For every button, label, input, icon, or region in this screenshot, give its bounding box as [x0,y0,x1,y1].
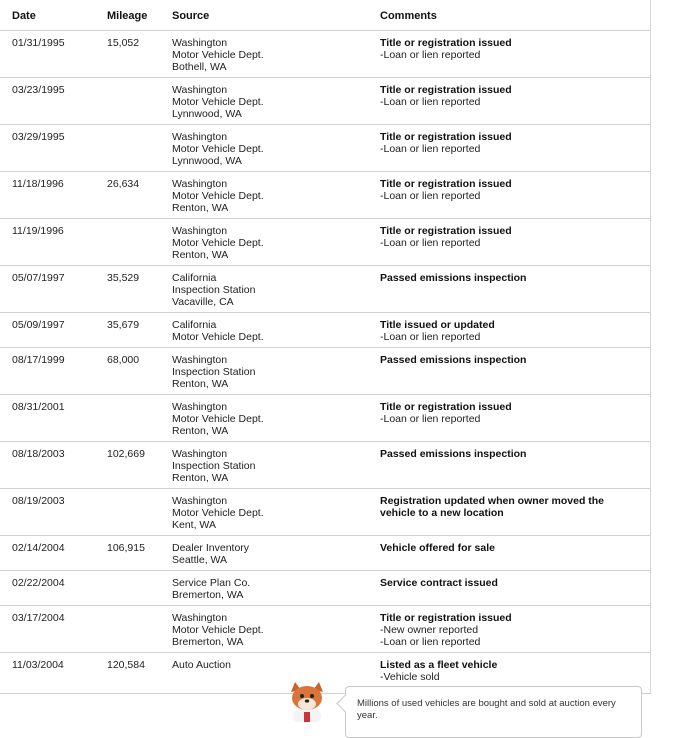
source-line: Inspection Station [172,365,256,378]
table-row [0,395,650,442]
source-line: Washington [172,495,228,507]
record-comments [380,402,642,426]
record-mileage: 68,000 [107,354,140,366]
record-comments [380,320,642,344]
record-mileage: 26,634 [107,178,140,190]
auction-tip-callout [345,686,642,738]
record-source [172,132,372,167]
source-line: Motor Vehicle Dept. [172,142,264,155]
table-row [0,348,650,395]
source-line: Washington [172,37,228,49]
source-line: Renton, WA [172,377,229,390]
table-row [0,606,650,653]
record-comments [380,449,642,461]
record-date: 11/18/1996 [12,178,64,190]
source-line: Renton, WA [172,201,229,214]
source-line: Washington [172,448,228,460]
table-row [0,78,650,125]
record-comments [380,355,642,367]
record-mileage: 102,669 [107,448,145,460]
source-line: Renton, WA [172,248,229,261]
source-line: Bothell, WA [172,60,227,73]
comment-detail: -Loan or lien reported [380,236,481,249]
record-date: 03/23/1995 [12,84,65,96]
record-comments [380,660,642,684]
comment-detail: -Loan or lien reported [380,95,481,108]
record-date: 01/31/1995 [12,37,65,49]
source-line: Washington [172,354,228,366]
record-source [172,179,372,214]
record-mileage: 35,679 [107,319,140,331]
source-line: Bremerton, WA [172,635,244,648]
comment-title: Title or registration issued [380,37,512,49]
record-date: 11/19/1996 [12,225,64,237]
record-source [172,496,372,531]
table-row [0,571,650,606]
record-date: 08/18/2003 [12,448,65,460]
source-line: Renton, WA [172,471,229,484]
source-line: Washington [172,178,228,190]
source-line: Washington [172,225,228,237]
comment-title: Title or registration issued [380,131,512,143]
record-comments [380,85,642,109]
source-line: Auto Auction [172,659,231,671]
comment-detail: -Vehicle sold [380,670,440,683]
table-row [0,219,650,266]
source-line: Washington [172,612,228,624]
record-date: 03/29/1995 [12,131,65,143]
comment-title: Passed emissions inspection [380,272,527,284]
record-date: 03/17/2004 [12,612,65,624]
source-line: California [172,272,217,284]
source-line: Kent, WA [172,518,216,531]
comment-title: Service contract issued [380,577,498,589]
comment-title: Passed emissions inspection [380,448,527,460]
record-date: 08/19/2003 [12,495,65,507]
record-comments [380,132,642,156]
record-source [172,85,372,120]
record-comments [380,543,642,555]
record-source [172,449,372,484]
comment-title: Title or registration issued [380,401,512,413]
comment-detail: -Loan or lien reported [380,189,481,202]
source-line: Inspection Station [172,283,256,296]
comment-detail: -Loan or lien reported [380,635,481,648]
source-line: Washington [172,84,228,96]
comment-title: Title or registration issued [380,612,512,624]
record-comments [380,273,642,285]
record-source [172,38,372,73]
comment-detail: -Loan or lien reported [380,330,481,343]
table-row [0,442,650,489]
table-row [0,125,650,172]
comment-title: Vehicle offered for sale [380,542,495,554]
source-line: Motor Vehicle Dept. [172,412,264,425]
record-source [172,578,372,602]
source-line: Motor Vehicle Dept. [172,95,264,108]
source-line: Washington [172,131,228,143]
record-date: 11/03/2004 [12,659,64,671]
record-source [172,355,372,390]
record-source [172,613,372,648]
table-row [0,172,650,219]
record-mileage: 106,915 [107,542,145,554]
source-line: Renton, WA [172,424,229,437]
comment-title: Title or registration issued [380,178,512,190]
source-line: Lynnwood, WA [172,107,242,120]
source-line: Lynnwood, WA [172,154,242,167]
fox-mascot-icon [283,682,331,722]
record-comments [380,578,642,590]
source-line: Motor Vehicle Dept. [172,623,264,636]
source-line: Motor Vehicle Dept. [172,236,264,249]
record-mileage: 35,529 [107,272,140,284]
source-line: Motor Vehicle Dept. [172,48,264,61]
col-source-header: Source [172,10,210,22]
source-line: Inspection Station [172,459,256,472]
source-line: Motor Vehicle Dept. [172,330,264,343]
record-date: 02/22/2004 [12,577,65,589]
record-source [172,273,372,308]
record-comments [380,38,642,62]
comment-title: Title issued or updated [380,319,495,331]
record-comments [380,613,642,648]
record-comments [380,179,642,203]
comment-title: Listed as a fleet vehicle [380,659,498,671]
table-row [0,536,650,571]
col-date-header: Date [12,10,36,22]
table-row [0,266,650,313]
comment-detail: -New owner reported [380,623,479,636]
col-mileage-header: Mileage [107,10,148,22]
record-mileage: 120,584 [107,659,145,671]
record-source [172,660,372,672]
table-row [0,313,650,348]
table-header [0,0,650,31]
record-source [172,226,372,261]
source-line: Seattle, WA [172,553,228,566]
source-line: California [172,319,217,331]
record-date: 02/14/2004 [12,542,65,554]
source-line: Motor Vehicle Dept. [172,506,264,519]
comment-title: Title or registration issued [380,225,512,237]
comment-title: Title or registration issued [380,84,512,96]
callout-text: Millions of used vehicles are bought and sold at auction every year. [357,698,616,721]
source-line: Motor Vehicle Dept. [172,189,264,202]
record-comments [380,496,642,520]
comment-detail: -Loan or lien reported [380,48,481,61]
comment-title: Passed emissions inspection [380,354,527,366]
record-date: 05/09/1997 [12,319,65,331]
source-line: Bremerton, WA [172,588,244,601]
source-line: Washington [172,401,228,413]
source-line: Vacaville, CA [172,295,234,308]
comment-detail: -Loan or lien reported [380,412,481,425]
table-row [0,31,650,78]
record-source [172,543,372,567]
comment-detail: -Loan or lien reported [380,142,481,155]
record-date: 08/17/1999 [12,354,65,366]
source-line: Service Plan Co. [172,577,251,589]
record-mileage: 15,052 [107,37,140,49]
record-date: 08/31/2001 [12,401,65,413]
source-line: Dealer Inventory [172,542,250,554]
record-comments [380,226,642,250]
record-date: 05/07/1997 [12,272,65,284]
col-comments-header: Comments [380,10,437,22]
table-row [0,489,650,536]
record-source [172,320,372,344]
record-source [172,402,372,437]
comment-title: Registration updated when owner moved the vehicle to a new location [380,495,605,519]
